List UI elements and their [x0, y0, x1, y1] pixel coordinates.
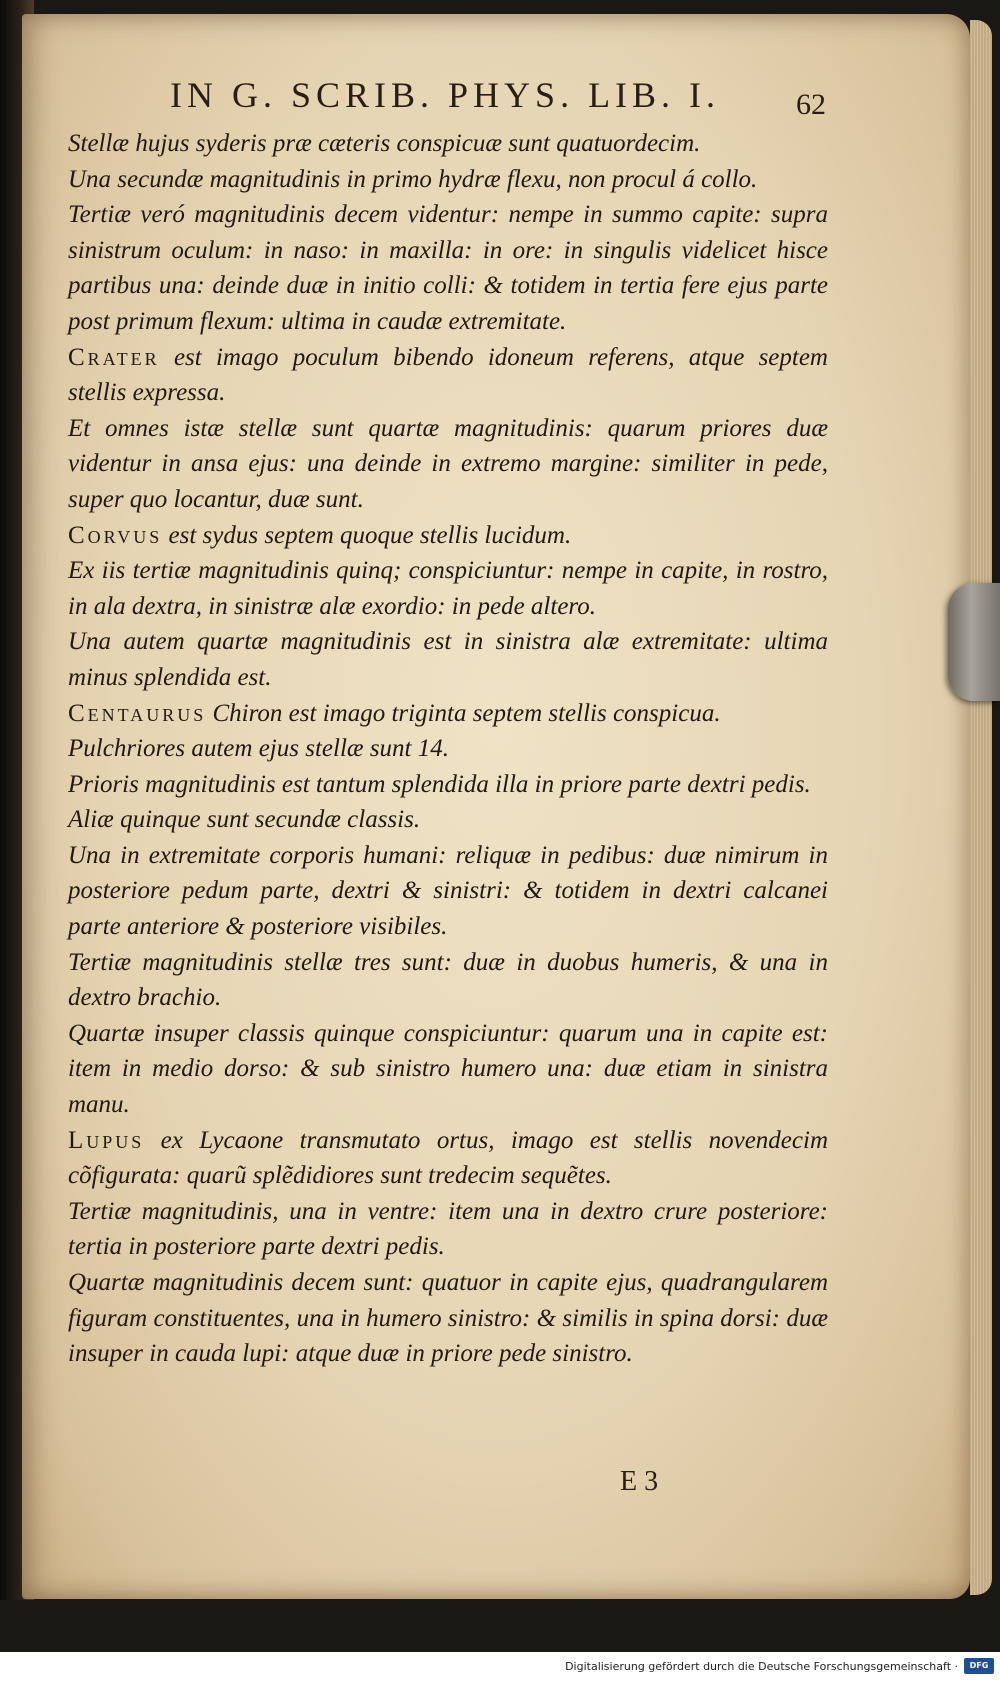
paragraph: Una secundæ magnitudinis in primo hydræ flexu, non procul á collo.: [68, 165, 758, 193]
constellation-name: Corvus: [68, 521, 163, 549]
paragraph: Una autem quartæ magnitudinis est in sinistra alæ extremitate: ultima minus splendida est.: [68, 628, 828, 691]
paragraph: Pulchriores autem ejus stellæ sunt 14.: [68, 735, 449, 763]
signature-mark: E 3: [620, 1466, 659, 1497]
body-text: [68, 126, 828, 1372]
book-clasp: [948, 583, 1000, 701]
paragraph: Tertiæ veró magnitudinis decem videntur: nempe in summo capite: supra sinistrum oculum: in naso: in maxilla: in ore: in singulis videlicet hisce partibus una: deinde duæ in initio colli: & totidem in tertia fere ejus parte post primum flexum: ultima in caudæ extremitate.: [68, 201, 828, 335]
page-number: 62: [796, 88, 826, 121]
paragraph-text: Chiron est imago triginta septem stellis conspicua.: [206, 699, 721, 727]
footer-credit: Digitalisierung gefördert durch die Deutsche Forschungsgemeinschaft ·: [565, 1660, 958, 1673]
paragraph: Prioris magnitudinis est tantum splendida illa in priore parte dextri pedis.: [68, 770, 811, 798]
paragraph: Aliæ quinque sunt secundæ classis.: [68, 806, 421, 834]
constellation-name: Crater: [68, 343, 160, 371]
paragraph: Una in extremitate corporis humani: reliquæ in pedibus: duæ nimirum in posteriore pedum parte, dextri & sinistri: & totidem in dextri calcanei parte anteriore & posteriore visibiles.: [68, 841, 828, 941]
constellation-name: Lupus: [68, 1126, 145, 1154]
paragraph: Quartæ magnitudinis decem sunt: quatuor in capite ejus, quadrangularem figuram constituentes, una in humero sinistro: & similis in spina dorsi: duæ insuper in cauda lupi: atque duæ in priore pede sinistro.: [68, 1269, 828, 1368]
paragraph: Stellæ hujus syderis præ cæteris conspicuæ sunt quatuordecim.: [68, 130, 701, 157]
dfg-logo: DFG: [964, 1658, 994, 1674]
paragraph-text: est sydus septem quoque stellis lucidum.: [162, 521, 572, 549]
paragraph-text: ex Lycaone transmutato ortus, imago est stellis novendecim cõfigurata: quarũ splẽdidiores sunt tredecim sequẽtes.: [68, 1126, 828, 1190]
paragraph: Et omnes istæ stellæ sunt quartæ magnitudinis: quarum priores duæ videntur in ansa ejus: una deinde in extremo margine: similiter in pede, super quo locantur, duæ sunt.: [68, 414, 828, 513]
running-title: IN G. SCRIB. PHYS. LIB. I.: [170, 75, 721, 115]
paragraph: [68, 340, 828, 411]
page-edges: [970, 20, 992, 1595]
constellation-name: Centaurus: [68, 699, 207, 727]
digitization-footer: [0, 1652, 1000, 1688]
paragraph: Ex iis tertiæ magnitudinis quinq; conspiciuntur: nempe in capite, in rostro, in ala dextra, in sinistræ alæ exordio: in pede altero.: [68, 557, 828, 620]
paragraph: Quartæ insuper classis quinque conspiciuntur: quarum una in capite est: item in medio dorso: & sub sinistro humero una: duæ etiam in sinistra manu.: [68, 1019, 828, 1119]
paragraph: [68, 518, 828, 554]
paragraph: [68, 696, 828, 732]
paragraph: Tertiæ magnitudinis stellæ tres sunt: duæ in duobus humeris, & una in dextro brachio.: [68, 948, 828, 1012]
paragraph: Tertiæ magnitudinis, una in ventre: item una in dextro crure posteriore: tertia in posteriore parte dextri pedis.: [68, 1197, 828, 1261]
paragraph: [68, 1123, 828, 1194]
paragraph-text: est imago poculum bibendo idoneum referens, atque septem stellis expressa.: [68, 343, 828, 407]
